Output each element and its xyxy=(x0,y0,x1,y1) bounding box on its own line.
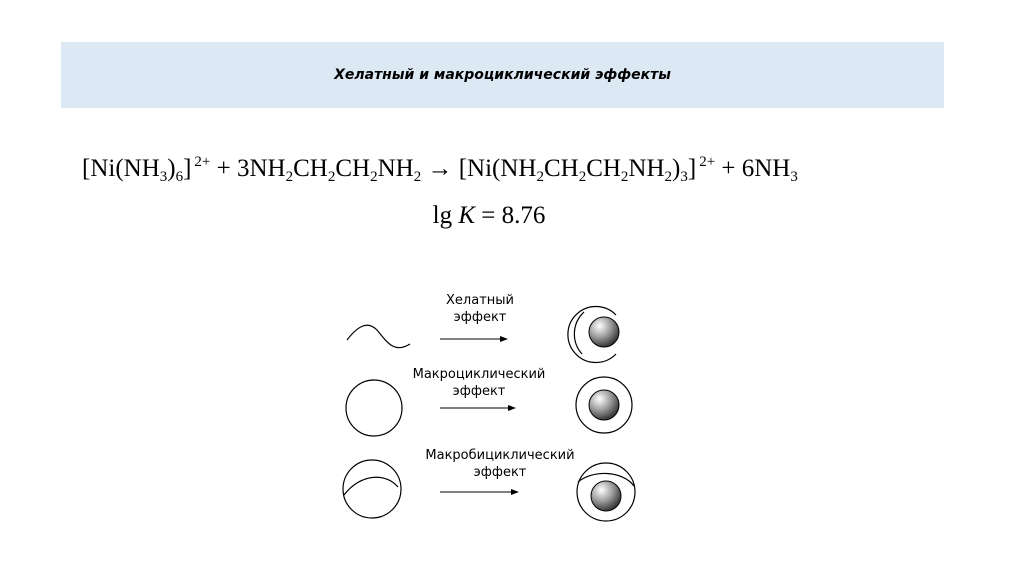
eq-text: [Ni(NH xyxy=(458,155,537,182)
label-line: Хелатный xyxy=(446,293,514,308)
eq-sub: 2 xyxy=(536,169,544,185)
eq-text: ) xyxy=(167,155,176,182)
eq-text: NH xyxy=(628,155,665,182)
eq-sub: 2 xyxy=(620,169,629,185)
lgk-prefix: lg xyxy=(432,202,459,229)
lgk-var: K xyxy=(458,202,476,229)
arrowhead-macrocyclic xyxy=(508,405,516,411)
lgk-suffix: = 8.76 xyxy=(475,202,546,229)
eq-text: CH xyxy=(293,155,328,182)
eq-sub: 2 xyxy=(664,169,673,185)
eq-text: [Ni(NH xyxy=(82,155,160,182)
label-line: Макробициклический xyxy=(425,448,575,463)
label-line: эффект xyxy=(452,384,506,399)
eq-text: NH xyxy=(377,155,414,182)
eq-sub: 3 xyxy=(790,169,798,185)
eq-sub: 2 xyxy=(285,169,294,185)
eq-sub: 2 xyxy=(370,169,378,185)
eq-text: ] xyxy=(687,155,697,182)
reaction-equation xyxy=(82,154,982,186)
eq-sub: 6 xyxy=(175,169,184,185)
macrobicycle-bridge xyxy=(344,477,398,495)
eq-sub: 3 xyxy=(159,169,168,185)
eq-arrow: → xyxy=(427,155,453,182)
eq-text: ] xyxy=(183,155,192,182)
label-line: эффект xyxy=(453,310,507,325)
eq-sub: 3 xyxy=(680,169,688,185)
eq-charge: 2+ xyxy=(699,154,716,170)
effects-diagram xyxy=(330,282,660,532)
metal-ion-3 xyxy=(591,481,621,511)
stability-constant xyxy=(0,202,1024,230)
open-chain-ligand xyxy=(347,325,410,347)
label-macrocyclic xyxy=(404,366,554,400)
label-macrobicyclic xyxy=(420,447,580,481)
eq-text: + 3NH xyxy=(216,155,286,182)
title-bar xyxy=(61,42,944,108)
eq-sub: 2 xyxy=(578,169,587,185)
metal-ion-2 xyxy=(589,390,619,420)
chelate-ring-inner xyxy=(574,312,584,354)
page-title: Хелатный и макроциклический эффекты xyxy=(334,67,671,83)
eq-text: ) xyxy=(672,155,681,182)
metal-ion-1 xyxy=(589,317,619,347)
eq-text: CH xyxy=(543,155,579,182)
eq-charge: 2+ xyxy=(194,154,211,170)
label-chelate xyxy=(432,292,528,326)
eq-sub: 2 xyxy=(413,169,422,185)
eq-sub: 2 xyxy=(327,169,336,185)
label-line: Макроциклический xyxy=(412,367,546,382)
eq-text: CH xyxy=(586,155,621,182)
arrowhead-macrobicyclic xyxy=(511,489,519,495)
eq-text: CH xyxy=(335,155,371,182)
macrocycle-ligand xyxy=(346,380,402,436)
eq-text: + 6NH xyxy=(721,155,791,182)
arrowhead-chelate xyxy=(500,336,508,342)
macrobicycle-ligand xyxy=(343,460,401,518)
label-line: эффект xyxy=(473,465,527,480)
lgk-text xyxy=(433,202,546,229)
